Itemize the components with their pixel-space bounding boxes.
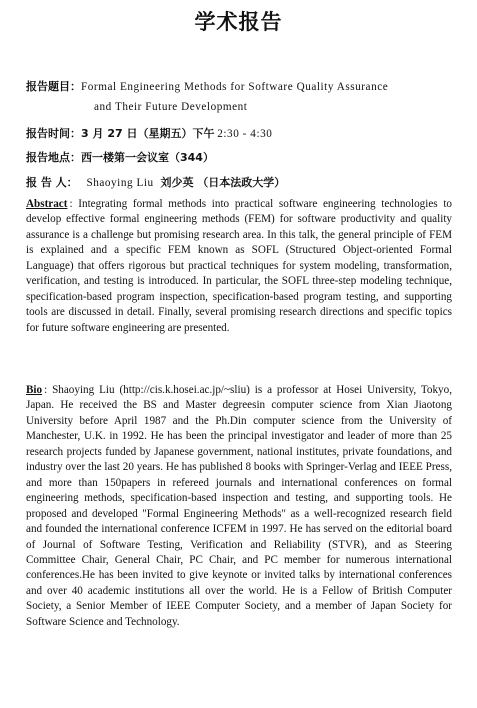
time-label: 报告时间： [26,127,81,140]
abstract-body: : Integrating formal methods into practical software engineering technologies to develop effective formal engineering methods (FEM) for software productivity and quality assurance is a challenge but promising research area. In this talk, the general principle of FEM is explained and a specific FEM known as SOFL (Structured Object-oriented Formal Language) that offers rigorous but practical techniques for system modeling, transformation, verification, and testing is introduced. In particular, the SOFL three-step modeling technique, specification-based program inspection, specification-based program testing, and supporting tools are discussed in detail. Finally, several promising research directions and specific topics for future software engineering are presented. [26,198,452,334]
topic-row-continued [94,101,247,113]
speaker-row [26,174,285,190]
abstract-paragraph [26,197,452,336]
topic-value-line1: Formal Engineering Methods for Software Quality Assurance [81,81,389,93]
speaker-name-en: Shaoying Liu [86,177,154,189]
page-title: 学术报告 [194,10,283,34]
speaker-label: 报 告 人： [26,176,78,189]
time-value-date: 3 月 27 日（星期五）下午 [81,127,215,140]
time-value-hours: 2:30 - 4:30 [217,128,273,140]
abstract-heading: Abstract [26,198,68,210]
place-row [26,149,214,165]
place-label: 报告地点： [26,151,81,164]
bio-body: : Shaoying Liu (http://cis.k.hosei.ac.jp/~sliu) is a professor at Hosei University, Tokyo, Japan. He received the BS and Master degreesin computer science from Xian Jiaotong University before April 1987 and the Ph.Din computer science from the University of Manchester, U.K. in 1992. He has been the principal investigator and leader of more than 25 research projects funded by Japanese government, national institutes, private foundations, and industry over the last 20 years. He has published 8 books with Springer-Verlag and IEEE Press, and more than 150papers in refereed journals and international conferences on formal engineering methods, specification-based inspection and testing, and supporting tools. He proposed and developed "Formal Engineering Methods" as a well-recognized research field and founded the international conference ICFEM in 1997. He has served on the editorial board of Journal of Software Testing, Verification and Reliability (STVR), and as Steering Committee Chair, General Chair, PC Chair, and PC member for numerous international conferences.He has been invited to give keynote or invited talks by international conferences and over 40 academic institutions all over the world. He is a Fellow of British Computer Society, a Senior Member of IEEE Computer Society, and a member of Japan Society for Software Science and Technology. [26,384,452,628]
topic-value-line2: and Their Future Development [94,101,248,113]
bio-paragraph [26,383,452,630]
bio-heading: Bio [26,384,43,396]
time-row [26,125,272,141]
place-value: 西一楼第一会议室（344） [81,151,214,164]
topic-label: 报告题目： [26,80,81,93]
topic-row [26,78,388,94]
speaker-name-cn: 刘少英 （日本法政大学） [160,176,286,189]
